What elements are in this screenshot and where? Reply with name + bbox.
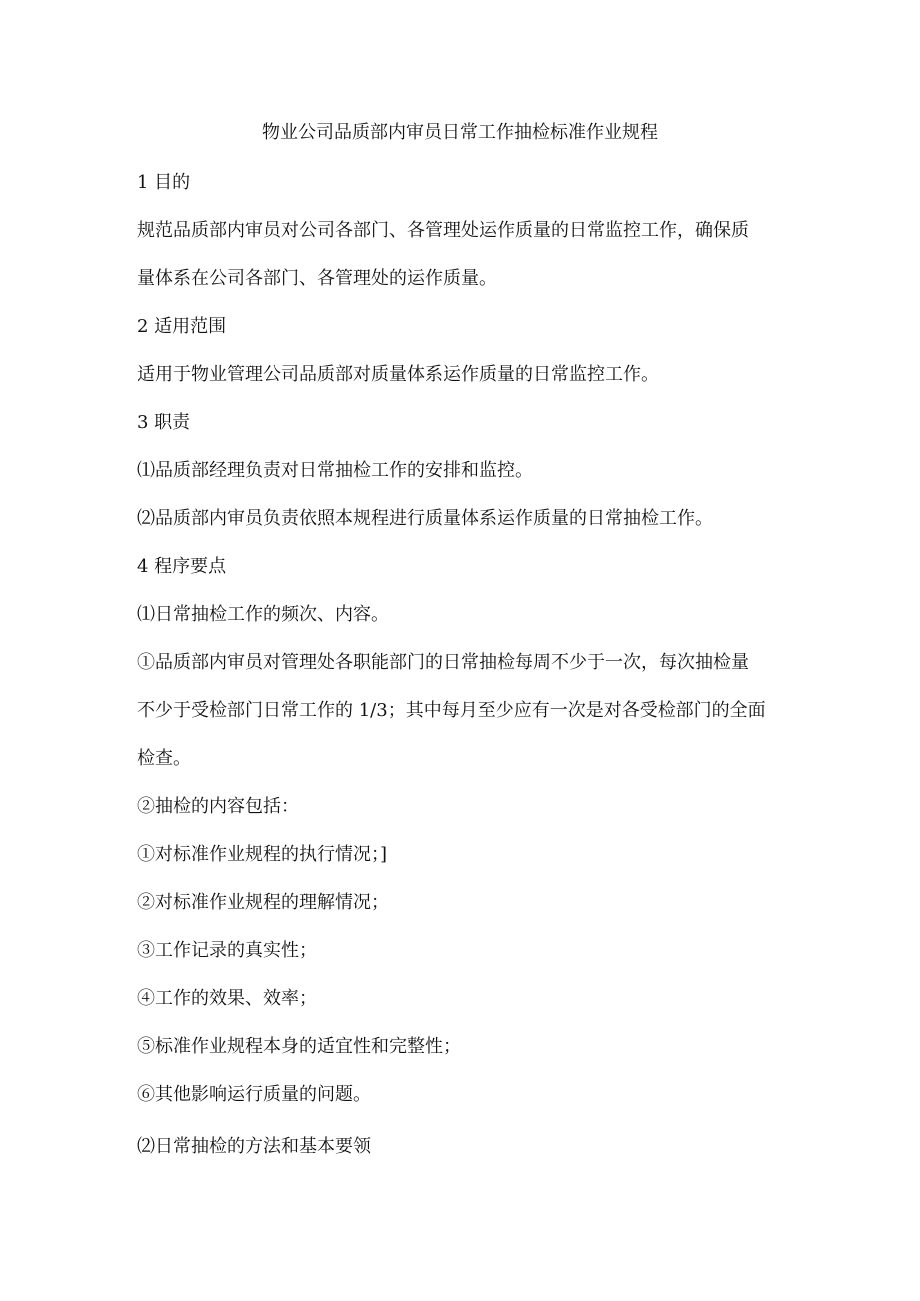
- paragraph-line: 适用于物业管理公司品质部对质量体系运作质量的日常监控工作。: [137, 364, 659, 385]
- paragraph-line: 量体系在公司各部门、各管理处的运作质量。: [137, 268, 497, 289]
- list-item: ①对标准作业规程的执行情况；]: [137, 844, 388, 865]
- list-item: ⑴品质部经理负责对日常抽检工作的安排和监控。: [137, 460, 533, 481]
- section-heading-duties: 3 职责: [137, 412, 191, 433]
- list-item: ⑵品质部内审员负责依照本规程进行质量体系运作质量的日常抽检工作。: [137, 508, 713, 529]
- section-heading-procedure: 4 程序要点: [137, 556, 227, 577]
- list-item: ③工作记录的真实性；: [137, 940, 317, 961]
- list-item: ②抽检的内容包括：: [137, 796, 299, 817]
- section-heading-scope: 2 适用范围: [137, 316, 227, 337]
- list-item: ④工作的效果、效率；: [137, 988, 317, 1009]
- list-item: ⑴日常抽检工作的频次、内容。: [137, 604, 389, 625]
- document-title: 物业公司品质部内审员日常工作抽检标准作业规程: [262, 122, 658, 143]
- list-item: ⑥其他影响运行质量的问题。: [137, 1084, 371, 1105]
- list-item: ②对标准作业规程的理解情况；: [137, 892, 389, 913]
- section-heading-purpose: 1 目的: [137, 172, 191, 193]
- paragraph-line: 不少于受检部门日常工作的 1/3；其中每月至少应有一次是对各受检部门的全面: [137, 700, 766, 721]
- paragraph-line: ①品质部内审员对管理处各职能部门的日常抽检每周不少于一次，每次抽检量: [137, 652, 749, 673]
- paragraph-line: 规范品质部内审员对公司各部门、各管理处运作质量的日常监控工作，确保质: [137, 220, 749, 241]
- list-item: ⑤标准作业规程本身的适宜性和完整性；: [137, 1036, 461, 1057]
- list-item: ⑵日常抽检的方法和基本要领: [137, 1136, 371, 1157]
- paragraph-line: 检查。: [137, 748, 191, 769]
